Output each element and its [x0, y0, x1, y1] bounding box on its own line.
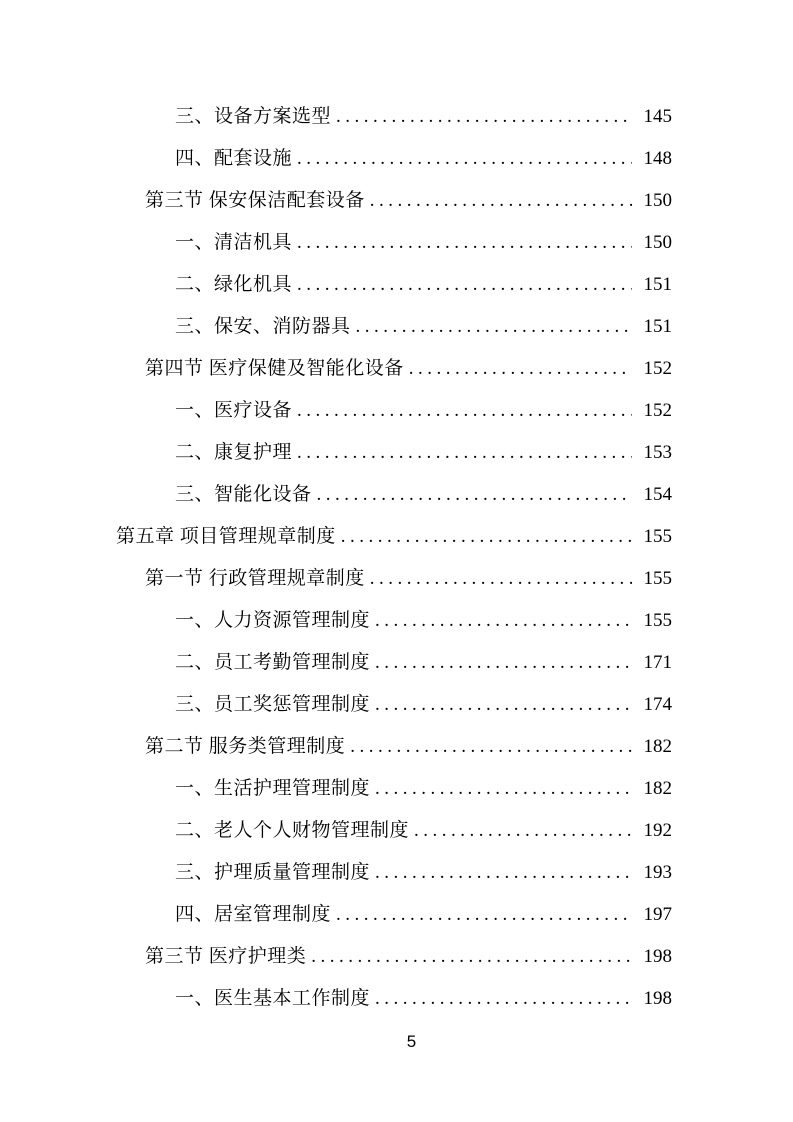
toc-entry-label: 第二节 服务类管理制度 [145, 736, 346, 757]
toc-entry-label: 三、设备方案选型 [175, 106, 332, 127]
toc-entry-page-number: 155 [643, 526, 672, 547]
toc-entry-page-number: 155 [643, 568, 672, 589]
toc-entry-page-number: 154 [643, 484, 672, 505]
toc-entry-page-number: 150 [643, 232, 672, 253]
dot-leader [356, 306, 632, 348]
dot-leader [370, 558, 632, 600]
toc-entry-label: 四、居室管理制度 [175, 904, 332, 925]
toc-entry[interactable] [116, 432, 672, 474]
dot-leader [409, 348, 632, 390]
toc-entry[interactable] [116, 810, 672, 852]
dot-leader [375, 642, 632, 684]
toc-entry-label: 第三节 医疗护理类 [145, 946, 307, 967]
dot-leader [297, 264, 632, 306]
toc-entry-label: 一、生活护理管理制度 [175, 778, 371, 799]
dot-leader [375, 684, 632, 726]
toc-entry-label: 三、保安、消防器具 [175, 316, 351, 337]
toc-entry-page-number: 182 [643, 736, 672, 757]
toc-entry-page-number: 197 [643, 904, 672, 925]
dot-leader [370, 180, 632, 222]
page-number: 5 [406, 1032, 417, 1051]
toc-entry-page-number: 150 [643, 190, 672, 211]
toc-entry[interactable] [116, 726, 672, 768]
toc-entry-page-number: 198 [643, 946, 672, 967]
table-of-contents [116, 96, 672, 1020]
toc-entry-page-number: 182 [643, 778, 672, 799]
dot-leader [297, 222, 632, 264]
dot-leader [414, 810, 632, 852]
toc-entry-page-number: 198 [643, 988, 672, 1009]
toc-entry[interactable] [116, 600, 672, 642]
toc-entry-label: 第四节 医疗保健及智能化设备 [145, 358, 404, 379]
toc-entry-page-number: 192 [643, 820, 672, 841]
toc-entry[interactable] [116, 642, 672, 684]
toc-entry[interactable] [116, 390, 672, 432]
dot-leader [297, 432, 632, 474]
toc-entry[interactable] [116, 306, 672, 348]
dot-leader [336, 894, 632, 936]
dot-leader [297, 138, 632, 180]
dot-leader [297, 390, 632, 432]
toc-entry[interactable] [116, 684, 672, 726]
toc-entry[interactable] [116, 222, 672, 264]
toc-entry-page-number: 174 [643, 694, 672, 715]
dot-leader [375, 768, 632, 810]
toc-entry[interactable] [116, 768, 672, 810]
dot-leader [375, 978, 632, 1020]
toc-entry[interactable] [116, 978, 672, 1020]
dot-leader [375, 600, 632, 642]
toc-entry-page-number: 152 [643, 358, 672, 379]
dot-leader [311, 936, 632, 978]
dot-leader [317, 474, 632, 516]
toc-entry-label: 一、人力资源管理制度 [175, 610, 371, 631]
toc-entry-page-number: 153 [643, 442, 672, 463]
toc-entry-page-number: 155 [643, 610, 672, 631]
toc-entry-label: 三、护理质量管理制度 [175, 862, 371, 883]
toc-entry-label: 四、配套设施 [175, 148, 293, 169]
toc-entry[interactable] [116, 894, 672, 936]
dot-leader [350, 726, 632, 768]
dot-leader [341, 516, 632, 558]
toc-entry-page-number: 171 [643, 652, 672, 673]
dot-leader [375, 852, 632, 894]
toc-entry-label: 二、康复护理 [175, 442, 293, 463]
toc-entry[interactable] [116, 96, 672, 138]
toc-entry-label: 二、老人个人财物管理制度 [175, 820, 410, 841]
toc-entry-page-number: 152 [643, 400, 672, 421]
toc-entry[interactable] [116, 516, 672, 558]
toc-entry-page-number: 193 [643, 862, 672, 883]
toc-entry-label: 一、清洁机具 [175, 232, 293, 253]
toc-entry-label: 第五章 项目管理规章制度 [116, 526, 336, 547]
toc-entry-label: 一、医疗设备 [175, 400, 293, 421]
toc-entry[interactable] [116, 180, 672, 222]
toc-entry-label: 第三节 保安保洁配套设备 [145, 190, 365, 211]
toc-entry-label: 第一节 行政管理规章制度 [145, 568, 365, 589]
toc-entry-page-number: 145 [643, 106, 672, 127]
toc-entry[interactable] [116, 138, 672, 180]
toc-entry[interactable] [116, 558, 672, 600]
toc-entry-page-number: 148 [643, 148, 672, 169]
toc-entry[interactable] [116, 474, 672, 516]
toc-entry-page-number: 151 [643, 274, 672, 295]
toc-entry[interactable] [116, 264, 672, 306]
toc-entry-label: 二、绿化机具 [175, 274, 293, 295]
page-footer [0, 1030, 793, 1054]
toc-entry-label: 一、医生基本工作制度 [175, 988, 371, 1009]
toc-entry[interactable] [116, 936, 672, 978]
toc-entry-label: 三、智能化设备 [175, 484, 312, 505]
toc-entry-label: 三、员工奖惩管理制度 [175, 694, 371, 715]
toc-entry[interactable] [116, 852, 672, 894]
toc-entry-page-number: 151 [643, 316, 672, 337]
toc-entry[interactable] [116, 348, 672, 390]
toc-entry-label: 二、员工考勤管理制度 [175, 652, 371, 673]
dot-leader [336, 96, 632, 138]
